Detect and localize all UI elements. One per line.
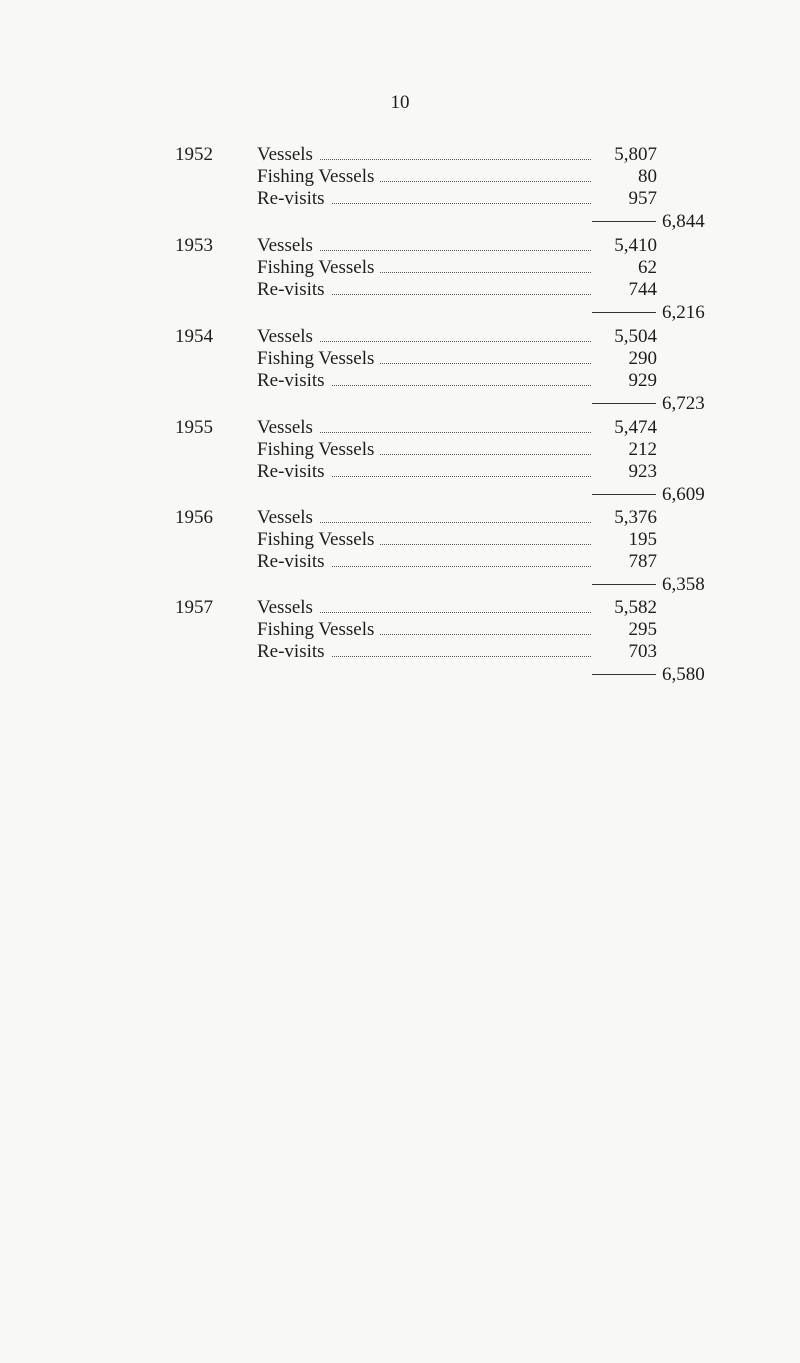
dot-leader — [297, 566, 591, 567]
table-row — [257, 166, 657, 188]
table-row — [257, 370, 657, 392]
table-row — [257, 417, 657, 439]
row-label: Re-visits — [257, 461, 331, 483]
year-total: 6,844 — [662, 211, 705, 232]
row-value: 295 — [623, 619, 658, 641]
table-row — [257, 439, 657, 461]
dot-leader — [297, 341, 591, 342]
dot-leader — [297, 250, 591, 251]
row-value: 212 — [623, 439, 658, 461]
year-label: 1957 — [175, 597, 213, 618]
year-total: 6,723 — [662, 393, 705, 414]
table-row — [257, 279, 657, 301]
row-value: 5,376 — [608, 507, 657, 529]
year-block — [0, 597, 800, 707]
row-value: 5,504 — [608, 326, 657, 348]
table-row — [257, 144, 657, 166]
table-row — [257, 348, 657, 370]
table-row — [257, 619, 657, 641]
subtotal-rule — [592, 494, 656, 495]
row-value: 5,474 — [608, 417, 657, 439]
subtotal-rule — [592, 584, 656, 585]
row-value: 957 — [623, 188, 658, 210]
row-label: Fishing Vessels — [257, 348, 380, 370]
row-value: 744 — [623, 279, 658, 301]
row-label: Fishing Vessels — [257, 257, 380, 279]
row-value: 703 — [623, 641, 658, 663]
table-row — [257, 507, 657, 529]
table-row — [257, 188, 657, 210]
year-label: 1956 — [175, 507, 213, 528]
table-row — [257, 326, 657, 348]
row-label: Fishing Vessels — [257, 619, 380, 641]
dot-leader — [297, 294, 591, 295]
subtotal-rule — [592, 312, 656, 313]
row-label: Fishing Vessels — [257, 439, 380, 461]
row-value: 929 — [623, 370, 658, 392]
row-value: 5,582 — [608, 597, 657, 619]
row-label: Vessels — [257, 507, 319, 529]
dot-leader — [297, 432, 591, 433]
dot-leader — [297, 522, 591, 523]
subtotal-rule — [592, 221, 656, 222]
dot-leader — [297, 385, 591, 386]
table-row — [257, 461, 657, 483]
row-value: 290 — [623, 348, 658, 370]
year-label: 1952 — [175, 144, 213, 165]
table-row — [257, 551, 657, 573]
row-label: Fishing Vessels — [257, 166, 380, 188]
row-value: 80 — [632, 166, 657, 188]
row-label: Re-visits — [257, 279, 331, 301]
dot-leader — [297, 159, 591, 160]
row-label: Re-visits — [257, 370, 331, 392]
row-label: Re-visits — [257, 551, 331, 573]
year-label: 1955 — [175, 417, 213, 438]
year-total: 6,580 — [662, 664, 705, 685]
year-total: 6,216 — [662, 302, 705, 323]
subtotal-rule — [592, 674, 656, 675]
table-row — [257, 641, 657, 663]
row-value: 195 — [623, 529, 658, 551]
row-label: Vessels — [257, 597, 319, 619]
row-label: Vessels — [257, 326, 319, 348]
dot-leader — [297, 203, 591, 204]
subtotal-rule — [592, 403, 656, 404]
row-label: Vessels — [257, 417, 319, 439]
table-row — [257, 529, 657, 551]
row-value: 923 — [623, 461, 658, 483]
row-label: Vessels — [257, 235, 319, 257]
page-number: 10 — [390, 92, 410, 113]
row-label: Re-visits — [257, 641, 331, 663]
row-label: Fishing Vessels — [257, 529, 380, 551]
row-value: 5,410 — [608, 235, 657, 257]
dot-leader — [297, 476, 591, 477]
row-value: 787 — [623, 551, 658, 573]
dot-leader — [297, 612, 591, 613]
year-total: 6,609 — [662, 484, 705, 505]
row-value: 62 — [632, 257, 657, 279]
row-label: Re-visits — [257, 188, 331, 210]
table-row — [257, 597, 657, 619]
year-total: 6,358 — [662, 574, 705, 595]
table-row — [257, 257, 657, 279]
year-label: 1953 — [175, 235, 213, 256]
table-row — [257, 235, 657, 257]
dot-leader — [297, 656, 591, 657]
row-value: 5,807 — [608, 144, 657, 166]
row-label: Vessels — [257, 144, 319, 166]
year-label: 1954 — [175, 326, 213, 347]
